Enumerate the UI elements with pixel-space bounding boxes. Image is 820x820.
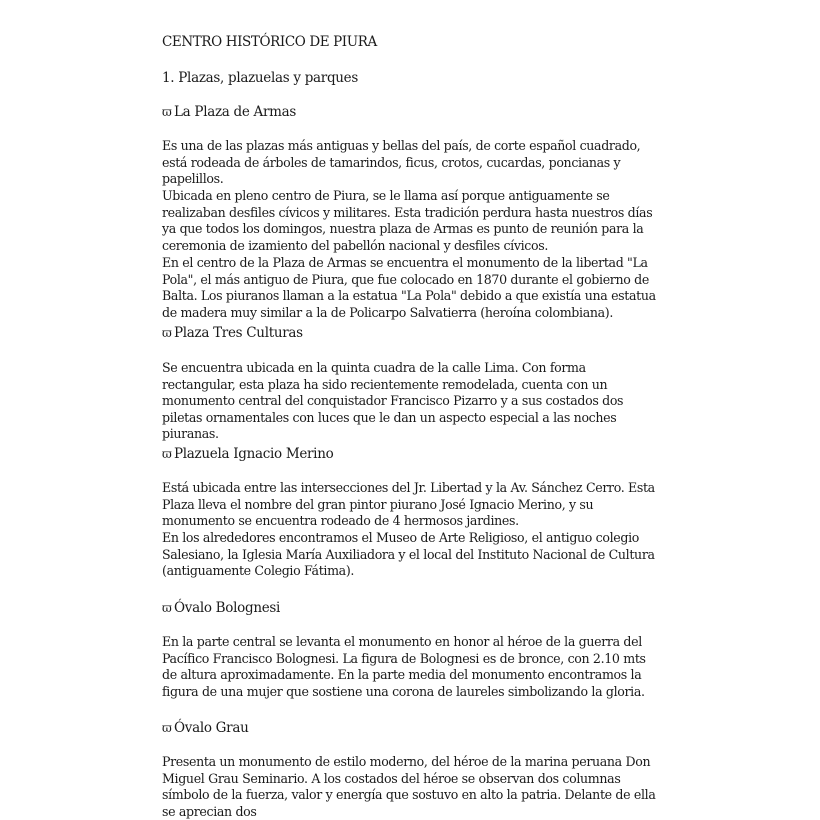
bullet-icon: ϖ: [162, 721, 172, 735]
paragraph: Es una de las plazas más antiguas y bellas del país, de corte español cuadrado, está rodeada de árboles de tamarindos, ficus, crotos, cucardas, poncianas y papelillos.: [162, 138, 641, 186]
document-title: CENTRO HISTÓRICO DE PIURA: [162, 34, 377, 50]
bullet-icon: ϖ: [162, 601, 172, 615]
subheading-label: Óvalo Bolognesi: [174, 600, 281, 616]
subheading-plazuela-ignacio-merino: [162, 446, 333, 462]
paragraph: Se encuentra ubicada en la quinta cuadra de la calle Lima. Con forma rectangular, esta plaza ha sido recientemente remodelada, cuenta con un monumento central del conquistador Francisco Pizarro y a sus costados dos piletas ornamentales con luces que le dan un aspecto especial a las noches piuranas.: [162, 360, 624, 441]
bullet-icon: ϖ: [162, 447, 172, 461]
bullet-icon: ϖ: [162, 326, 172, 340]
subheading-label: La Plaza de Armas: [174, 104, 297, 120]
paragraph: Ubicada en pleno centro de Piura, se le llama así porque antiguamente se realizaban desfiles cívicos y militares. Esta tradición perdura hasta nuestros días ya que todos los domingos, nuestra plaza de Armas es punto de reunión para la ceremonia de izamiento del pabellón nacional y desfiles cívicos.: [162, 188, 653, 253]
bullet-icon: ϖ: [162, 105, 172, 119]
subheading-ovalo-grau: [162, 720, 248, 736]
section-title: 1. Plazas, plazuelas y parques: [162, 70, 358, 86]
subheading-ovalo-bolognesi: [162, 600, 280, 616]
subheading-label: Óvalo Grau: [174, 720, 249, 736]
subheading-plaza-de-armas: [162, 104, 296, 120]
paragraph: En la parte central se levanta el monumento en honor al héroe de la guerra del Pacífico Francisco Bolognesi. La figura de Bolognesi es de bronce, con 2.10 mts de altura aproximadamente. En la parte media del monumento encontramos la figura de una mujer que sostiene una corona de laureles simbolizando la gloria.: [162, 634, 646, 699]
subheading-label: Plaza Tres Culturas: [174, 325, 303, 341]
subheading-plaza-tres-culturas: [162, 325, 303, 341]
paragraph: En los alrededores encontramos el Museo de Arte Religioso, el antiguo colegio Salesiano, la Iglesia María Auxiliadora y el local del Instituto Nacional de Cultura (antiguamente Colegio Fátima).: [162, 530, 655, 578]
paragraph: Presenta un monumento de estilo moderno, del héroe de la marina peruana Don Miguel Grau Seminario. A los costados del héroe se observan dos columnas símbolo de la fuerza, valor y energía que sostuvo en alto la patria. Delante de ella se aprecian dos: [162, 754, 656, 819]
paragraph: En el centro de la Plaza de Armas se encuentra el monumento de la libertad "La Pola", el más antiguo de Piura, que fue colocado en 1870 durante el gobierno de Balta. Los piuranos llaman a la estatua "La Pola" debido a que existía una estatua de madera muy similar a la de Policarpo Salvatierra (heroína colombiana).: [162, 255, 656, 320]
paragraph: Está ubicada entre las intersecciones del Jr. Libertad y la Av. Sánchez Cerro. Esta Plaza lleva el nombre del gran pintor piurano José Ignacio Merino, y su monumento se encuentra rodeado de 4 hermosos jardines.: [162, 480, 655, 528]
subheading-label: Plazuela Ignacio Merino: [174, 446, 334, 462]
